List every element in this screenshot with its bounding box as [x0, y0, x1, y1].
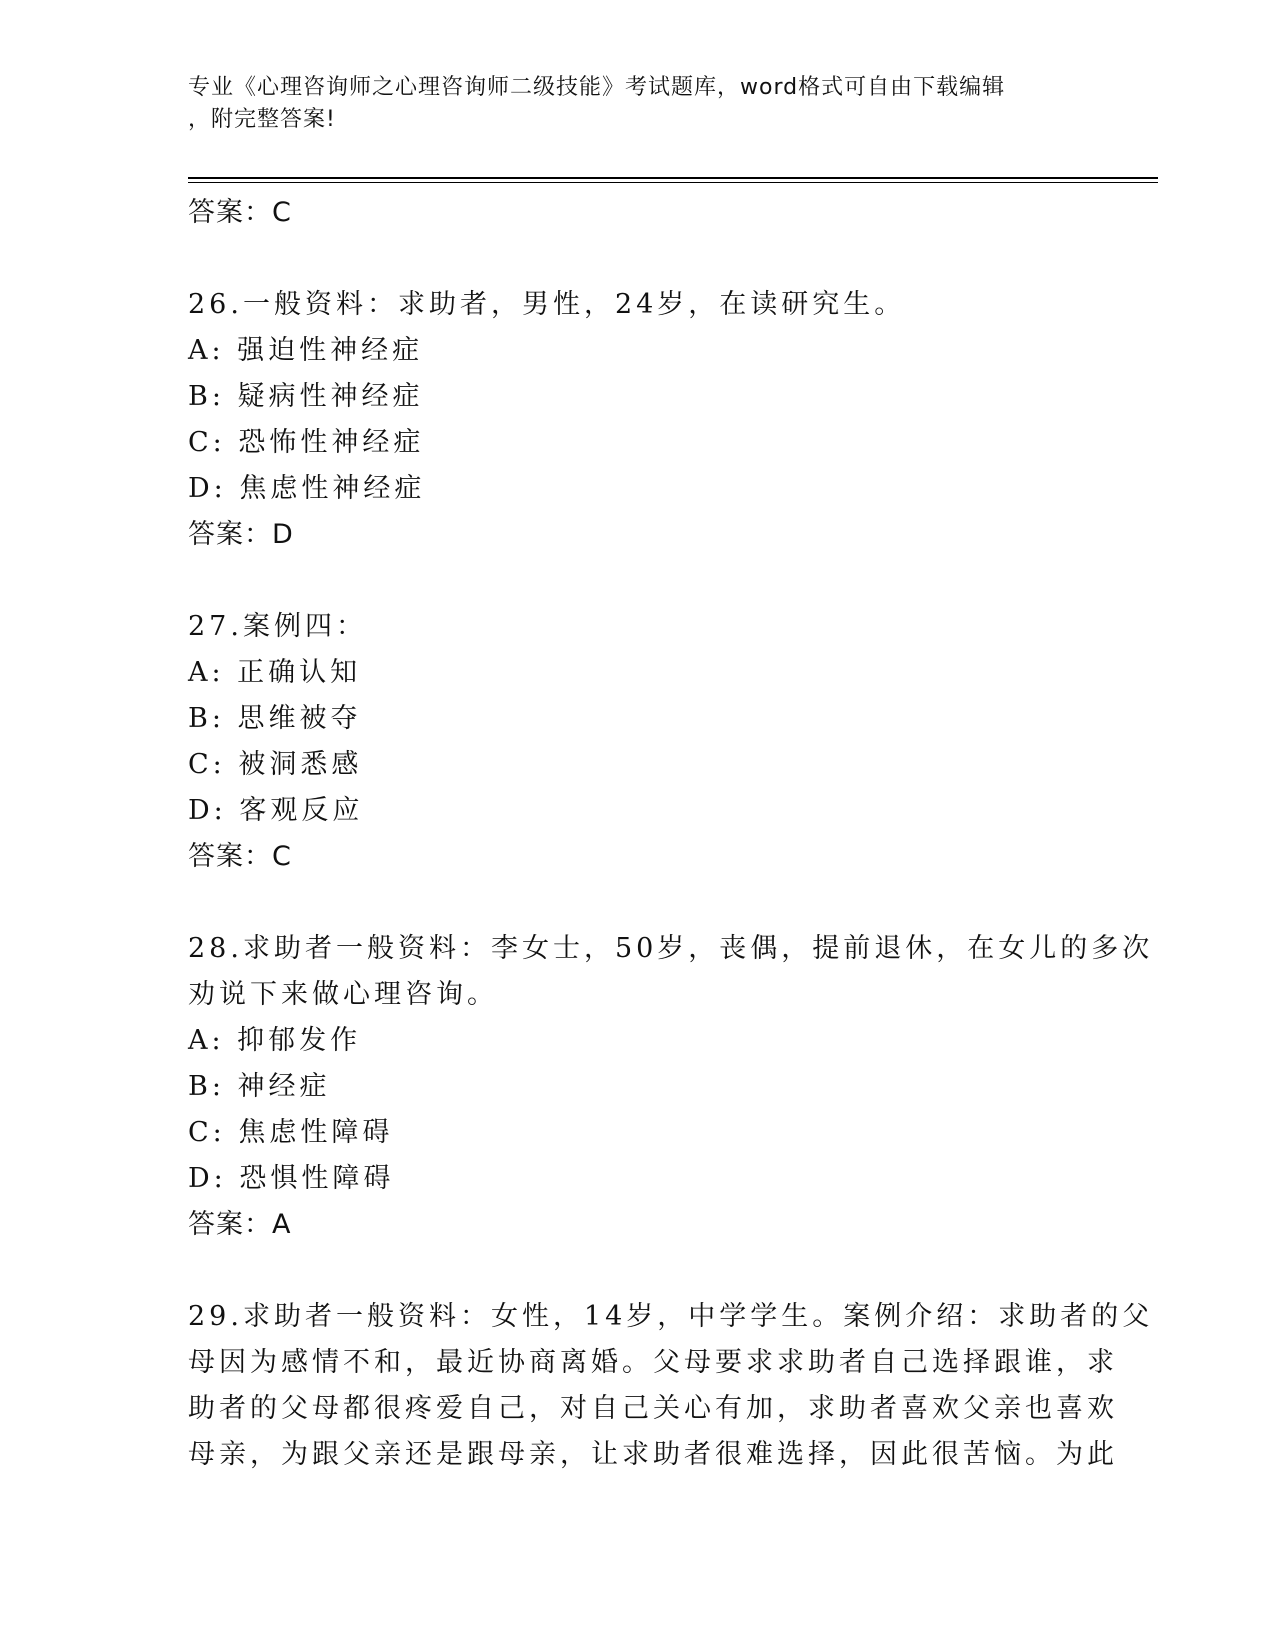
- header-rule-thick: [188, 177, 1158, 179]
- question-29: [188, 1294, 1154, 1478]
- option-a: A: 强迫性神经症: [188, 335, 424, 366]
- option-a: A: 抑郁发作: [188, 1025, 362, 1056]
- question-26: [188, 282, 1088, 558]
- answer-line: 答案：D: [188, 519, 294, 550]
- spacer: [188, 880, 1088, 926]
- question-stem-line-2: 母因为感情不和，最近协商离婚。父母要求求助者自己选择跟谁，求: [188, 1347, 1118, 1378]
- document-body: [188, 190, 1154, 1478]
- answer-line: 答案：C: [188, 197, 292, 228]
- spacer: [188, 1248, 1088, 1294]
- question-stem-line-4: 母亲，为跟父亲还是跟母亲，让求助者很难选择，因此很苦恼。为此: [188, 1439, 1118, 1470]
- option-d: D: 恐惧性障碍: [188, 1163, 395, 1194]
- question-stem: 26.一般资料：求助者，男性，24岁，在读研究生。: [188, 289, 906, 320]
- option-c: C: 恐怖性神经症: [188, 427, 425, 458]
- page-header: [188, 72, 1088, 136]
- header-rule-thin: [188, 182, 1158, 183]
- header-line-2: ，附完整答案!: [188, 107, 336, 132]
- option-d: D: 客观反应: [188, 795, 364, 826]
- option-b: B: 疑病性神经症: [188, 381, 424, 412]
- question-stem-line-2: 劝说下来做心理咨询。: [188, 979, 498, 1010]
- option-b: B: 思维被夺: [188, 703, 362, 734]
- question-stem-line-1: 28.求助者一般资料：李女士，50岁，丧偶，提前退休，在女儿的多次: [188, 933, 1154, 964]
- question-27: [188, 604, 1088, 880]
- option-d: D: 焦虑性神经症: [188, 473, 426, 504]
- question-28: [188, 926, 1154, 1248]
- option-c: C: 焦虑性障碍: [188, 1117, 394, 1148]
- question-stem: 27.案例四：: [188, 611, 367, 642]
- question-stem-line-1: 29.求助者一般资料：女性，14岁，中学学生。案例介绍：求助者的父: [188, 1301, 1154, 1332]
- spacer: [188, 236, 1088, 282]
- option-a: A: 正确认知: [188, 657, 362, 688]
- answer-line: 答案：A: [188, 1209, 292, 1240]
- answer-line: 答案：C: [188, 841, 292, 872]
- option-c: C: 被洞悉感: [188, 749, 363, 780]
- header-line-1: 专业《心理咨询师之心理咨询师二级技能》考试题库，word格式可自由下载编辑: [188, 75, 1006, 100]
- spacer: [188, 558, 1088, 604]
- question-stem-line-3: 助者的父母都很疼爱自己，对自己关心有加，求助者喜欢父亲也喜欢: [188, 1393, 1118, 1424]
- option-b: B: 神经症: [188, 1071, 331, 1102]
